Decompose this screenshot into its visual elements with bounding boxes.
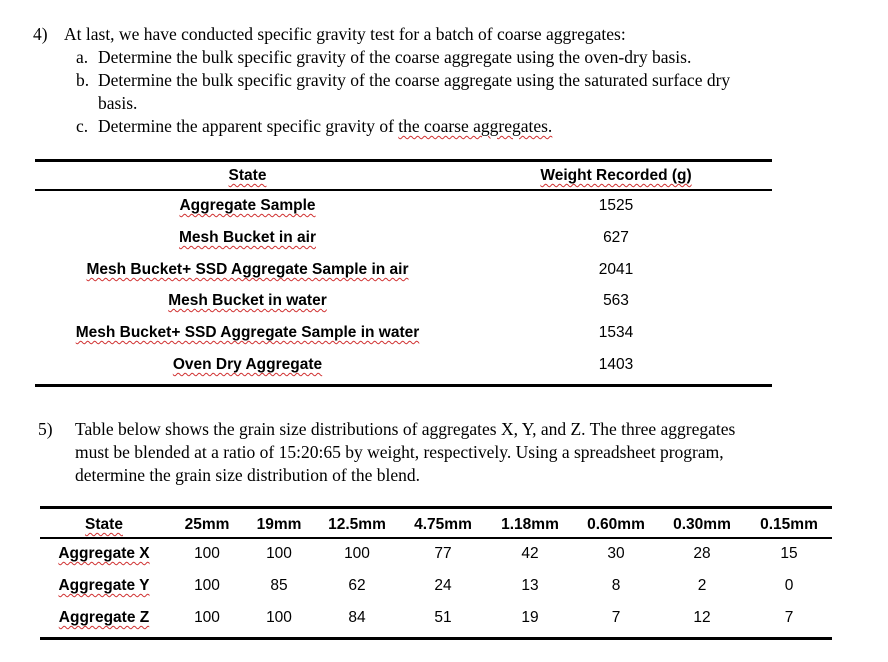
table1-weight-cell: 2041	[598, 261, 634, 278]
table1-state-cell: Aggregate Sample	[179, 197, 316, 214]
table2-cell: 0	[784, 577, 794, 594]
question-4c-text	[98, 115, 552, 138]
table2-header-0-60mm: 0.60mm	[587, 516, 645, 533]
table2-cell: 84	[348, 609, 366, 626]
question-4b-text-cont: basis.	[98, 93, 138, 113]
question-4	[33, 23, 873, 47]
table2-cell: 100	[344, 545, 370, 562]
question-4a-letter: a.	[76, 47, 89, 67]
table1-state-cell: Mesh Bucket in air	[179, 229, 316, 246]
table1-weight-cell: 1403	[598, 356, 634, 373]
table2-header-1-18mm: 1.18mm	[501, 516, 559, 533]
table2-cell: 100	[266, 609, 292, 626]
table1-header-rule	[35, 189, 772, 191]
question-4c-letter: c.	[76, 116, 89, 136]
question-4c-text-flagged: the coarse aggregates.	[398, 116, 553, 136]
question-4c	[76, 115, 866, 139]
table2-header-4-75mm: 4.75mm	[414, 516, 472, 533]
table2-cell: 12	[693, 609, 711, 626]
table2-cell: 19	[521, 609, 539, 626]
table1-header-weight: Weight Recorded (g)	[540, 167, 692, 184]
question-4b	[76, 69, 866, 117]
question-4-number: 4)	[33, 24, 48, 44]
question-5-line-2: must be blended at a ratio of 15:20:65 by weight, respectively. Using a spreadsheet program,	[75, 442, 724, 462]
table2-cell: 30	[607, 545, 625, 562]
table1-state-cell: Mesh Bucket in water	[168, 292, 327, 309]
table2-cell: 2	[697, 577, 707, 594]
question-4-text: At last, we have conducted specific gravity test for a batch of coarse aggregates:	[64, 24, 626, 44]
question-4a	[76, 46, 866, 70]
question-5-number: 5)	[38, 419, 53, 439]
table2-cell: 28	[693, 545, 711, 562]
table1-weight-cell: 563	[603, 292, 629, 309]
table2-row-name: Aggregate Y	[58, 577, 150, 594]
table2-cell: 62	[348, 577, 366, 594]
table2-row-name: Aggregate Z	[58, 609, 150, 626]
question-4b-letter: b.	[76, 70, 90, 90]
question-5	[38, 418, 868, 488]
question-5-line-3: determine the grain size distribution of the blend.	[75, 465, 421, 485]
table2-header-state: State	[85, 516, 123, 533]
table2-bottom-rule	[40, 637, 832, 640]
question-4c-text-plain: Determine the apparent specific gravity of	[98, 116, 399, 136]
question-4a-text: Determine the bulk specific gravity of the coarse aggregate using the oven-dry basis.	[98, 47, 692, 67]
table2-cell: 100	[194, 577, 220, 594]
table1-top-rule	[35, 159, 772, 162]
table2-header-12-5mm: 12.5mm	[328, 516, 386, 533]
table2-header-0-15mm: 0.15mm	[760, 516, 818, 533]
table2-header-19mm: 19mm	[256, 516, 302, 533]
table2-cell: 8	[611, 577, 621, 594]
table1-state-cell: Mesh Bucket+ SSD Aggregate Sample in water	[75, 324, 420, 341]
question-4b-text: Determine the bulk specific gravity of the coarse aggregate using the saturated surface dry	[98, 70, 731, 90]
table2-cell: 42	[521, 545, 539, 562]
table1-weight-cell: 627	[603, 229, 629, 246]
table2-cell: 100	[194, 609, 220, 626]
table2-cell: 15	[780, 545, 798, 562]
table2-header-0-30mm: 0.30mm	[673, 516, 731, 533]
table1-weight-cell: 1534	[598, 324, 634, 341]
table1-bottom-rule	[35, 384, 772, 387]
question-5-line-1: Table below shows the grain size distributions of aggregates X, Y, and Z. The three aggregates	[75, 419, 736, 439]
table2-header-25mm: 25mm	[184, 516, 230, 533]
table2-cell: 7	[784, 609, 794, 626]
table1-state-cell: Oven Dry Aggregate	[172, 356, 323, 373]
table2-cell: 85	[270, 577, 288, 594]
table2-cell: 7	[611, 609, 621, 626]
table2-cell: 24	[434, 577, 452, 594]
table2-cell: 77	[434, 545, 452, 562]
table2-row-name: Aggregate X	[58, 545, 150, 562]
table1-state-cell: Mesh Bucket+ SSD Aggregate Sample in air	[86, 261, 409, 278]
table2-cell: 100	[194, 545, 220, 562]
table1-header-state: State	[228, 167, 267, 184]
table1-weight-cell: 1525	[598, 197, 634, 214]
table2-cell: 100	[266, 545, 292, 562]
table2-cell: 13	[521, 577, 539, 594]
table2-top-rule	[40, 506, 832, 509]
table2-header-rule	[40, 537, 832, 539]
table2-cell: 51	[434, 609, 452, 626]
